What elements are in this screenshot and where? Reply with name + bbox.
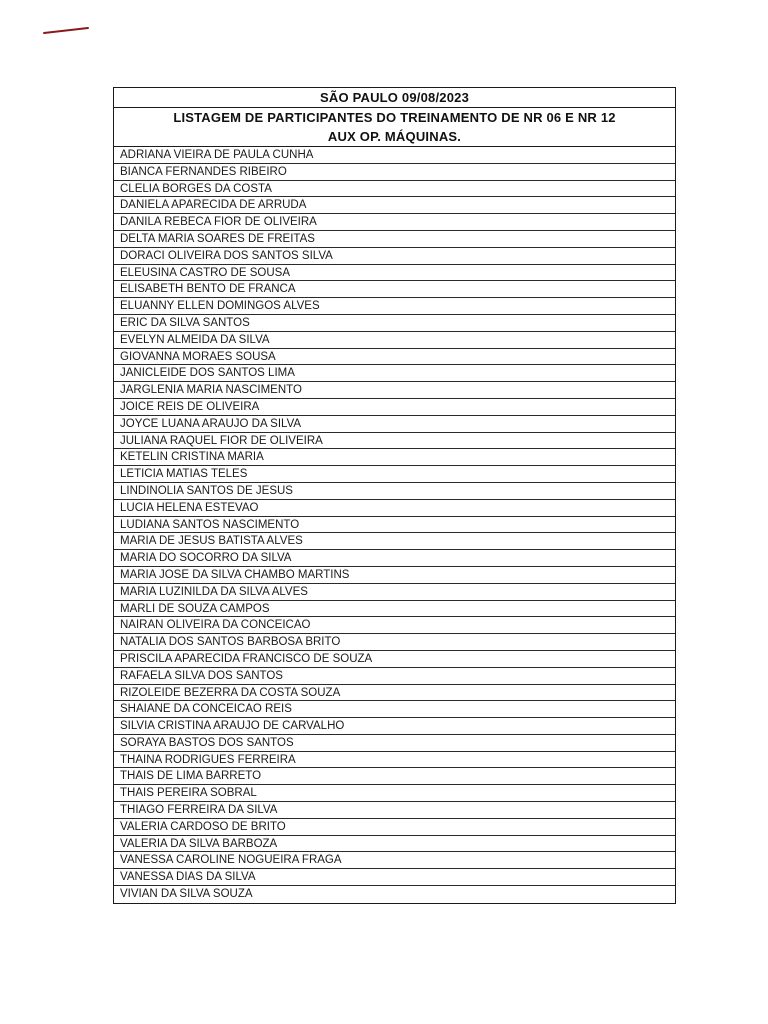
participant-row: NATALIA DOS SANTOS BARBOSA BRITO: [114, 634, 675, 651]
participant-row: JANICLEIDE DOS SANTOS LIMA: [114, 365, 675, 382]
participant-row: ELISABETH BENTO DE FRANCA: [114, 281, 675, 298]
document-subtitle: [114, 108, 675, 147]
participant-row: EVELYN ALMEIDA DA SILVA: [114, 332, 675, 349]
participant-row: SILVIA CRISTINA ARAUJO DE CARVALHO: [114, 718, 675, 735]
participant-row: NAIRAN OLIVEIRA DA CONCEICAO: [114, 617, 675, 634]
participant-row: KETELIN CRISTINA MARIA: [114, 449, 675, 466]
participant-row: GIOVANNA MORAES SOUSA: [114, 349, 675, 366]
participant-row: ADRIANA VIEIRA DE PAULA CUNHA: [114, 147, 675, 164]
participant-row: MARLI DE SOUZA CAMPOS: [114, 601, 675, 618]
subtitle-line-1: LISTAGEM DE PARTICIPANTES DO TREINAMENTO DE NR 06 E NR 12: [173, 110, 616, 125]
pen-stroke-mark: [42, 26, 90, 36]
participant-row: VALERIA DA SILVA BARBOZA: [114, 836, 675, 853]
participant-row: CLELIA BORGES DA COSTA: [114, 181, 675, 198]
participant-row: VALERIA CARDOSO DE BRITO: [114, 819, 675, 836]
participant-row: MARIA LUZINILDA DA SILVA ALVES: [114, 584, 675, 601]
participant-row: VANESSA CAROLINE NOGUEIRA FRAGA: [114, 852, 675, 869]
participant-row: MARIA DO SOCORRO DA SILVA: [114, 550, 675, 567]
participant-row: SHAIANE DA CONCEICAO REIS: [114, 701, 675, 718]
participant-row: VIVIAN DA SILVA SOUZA: [120, 888, 253, 901]
participant-row: RIZOLEIDE BEZERRA DA COSTA SOUZA: [114, 685, 675, 702]
participant-row: BIANCA FERNANDES RIBEIRO: [114, 164, 675, 181]
participant-row: RAFAELA SILVA DOS SANTOS: [114, 668, 675, 685]
participant-row: ERIC DA SILVA SANTOS: [114, 315, 675, 332]
participant-row: VANESSA DIAS DA SILVA: [114, 869, 675, 886]
participant-row: JARGLENIA MARIA NASCIMENTO: [114, 382, 675, 399]
participant-row: LINDINOLIA SANTOS DE JESUS: [114, 483, 675, 500]
participant-row: JOYCE LUANA ARAUJO DA SILVA: [114, 416, 675, 433]
subtitle-line-2: AUX OP. MÁQUINAS.: [327, 129, 462, 144]
participant-row: LETICIA MATIAS TELES: [114, 466, 675, 483]
document-title: SÃO PAULO 09/08/2023: [114, 88, 675, 108]
participant-row: DANIELA APARECIDA DE ARRUDA: [114, 197, 675, 214]
participant-row: ELUANNY ELLEN DOMINGOS ALVES: [114, 298, 675, 315]
participant-list: [114, 147, 675, 903]
participant-row: DELTA MARIA SOARES DE FREITAS: [114, 231, 675, 248]
participant-row: THAIS PEREIRA SOBRAL: [114, 785, 675, 802]
participants-table: [113, 87, 676, 904]
participant-row: DANILA REBECA FIOR DE OLIVEIRA: [114, 214, 675, 231]
participant-row: SORAYA BASTOS DOS SANTOS: [114, 735, 675, 752]
participant-row: LUDIANA SANTOS NASCIMENTO: [114, 517, 675, 534]
participant-row: JULIANA RAQUEL FIOR DE OLIVEIRA: [114, 433, 675, 450]
participant-row: DORACI OLIVEIRA DOS SANTOS SILVA: [114, 248, 675, 265]
participant-row: ELEUSINA CASTRO DE SOUSA: [114, 265, 675, 282]
participant-row: THAINA RODRIGUES FERREIRA: [114, 752, 675, 769]
participant-row: LUCIA HELENA ESTEVAO: [114, 500, 675, 517]
participant-row: PRISCILA APARECIDA FRANCISCO DE SOUZA: [114, 651, 675, 668]
participant-row: MARIA JOSE DA SILVA CHAMBO MARTINS: [114, 567, 675, 584]
participant-row: JOICE REIS DE OLIVEIRA: [114, 399, 675, 416]
participant-row: THIAGO FERREIRA DA SILVA: [114, 802, 675, 819]
participant-row: THAIS DE LIMA BARRETO: [114, 768, 675, 785]
participant-row: MARIA DE JESUS BATISTA ALVES: [114, 533, 675, 550]
